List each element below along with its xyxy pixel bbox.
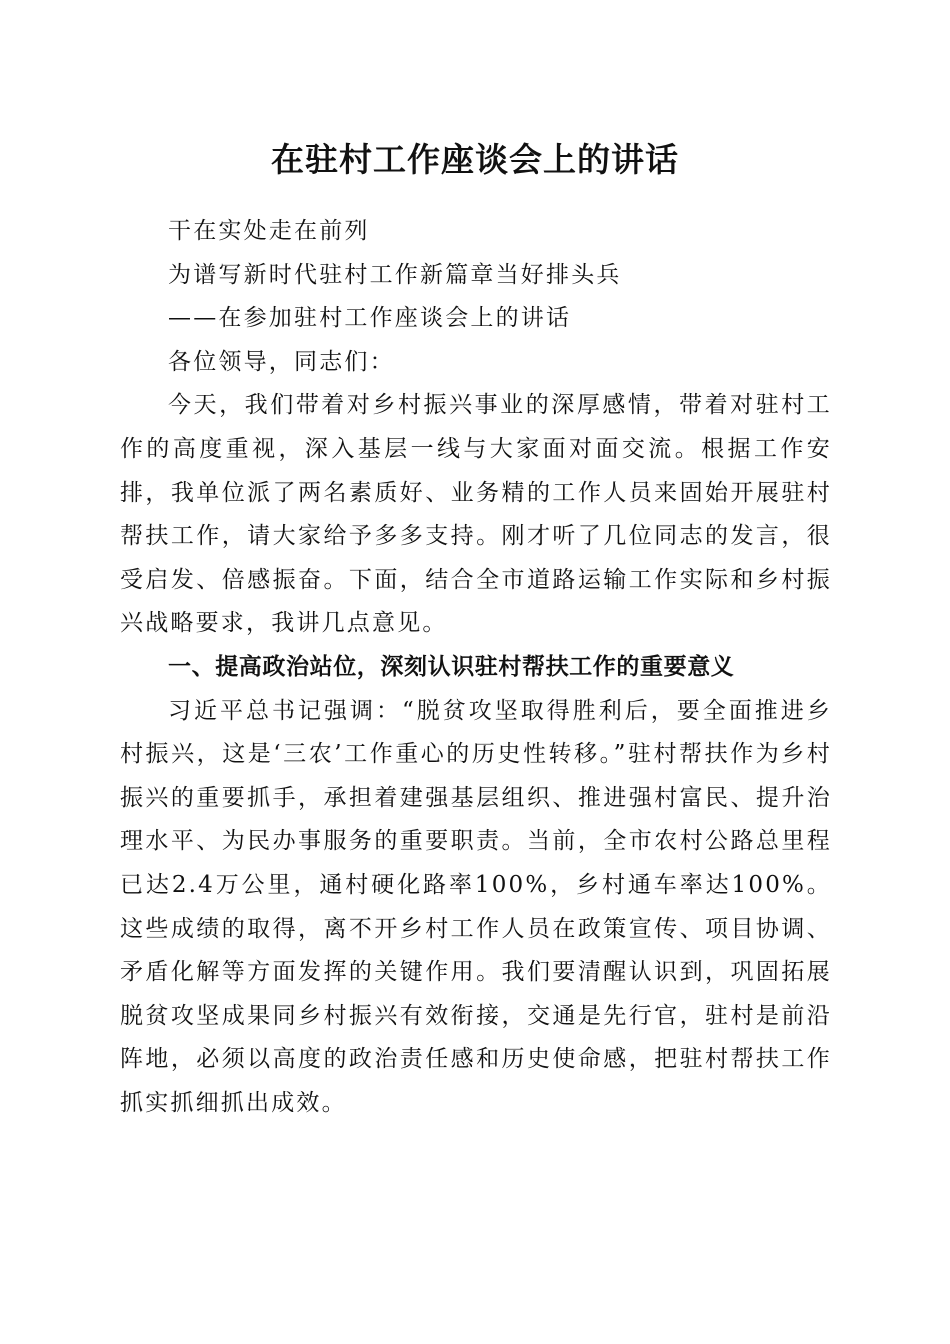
subtitle-line-2: 为谱写新时代驻村工作新篇章当好排头兵 [168, 261, 622, 288]
intro-paragraph: 今天，我们带着对乡村振兴事业的深厚感情，带着对驻村工作的高度重视，深入基层一线与大家面对面交流。根据工作安排，我单位派了两名素质好、业务精的工作人员来固始开展驻村帮扶工作，请大家给予多多支持。刚才听了几位同志的发言，很受启发、倍感振奋。下面，结合全市道路运输工作实际和乡村振兴战略要求，我讲几点意见。 [120, 392, 832, 637]
section-heading-1: 一、提高政治站位，深刻认识驻村帮扶工作的重要意义 [168, 653, 735, 680]
subtitle-line-3: ——在参加驻村工作座谈会上的讲话 [168, 305, 572, 332]
subtitle-line-1: 干在实处走在前列 [168, 218, 370, 244]
document-body [120, 210, 832, 1125]
section-1-paragraph: 习近平总书记强调：“脱贫攻坚取得胜利后，要全面推进乡村振兴，这是‘三农’工作重心的历史性转移。”驻村帮扶作为乡村振兴的重要抓手，承担着建强基层组织、推进强村富民、提升治理水平、为民办事服务的重要职责。当前，全市农村公路总里程已达2.4万公里，通村硬化路率100%，乡村通车率达100%。这些成绩的取得，离不开乡村工作人员在政策宣传、项目协调、矛盾化解等方面发挥的关键作用。我们要清醒认识到，巩固拓展脱贫攻坚成果同乡村振兴有效衔接，交通是先行官，驻村是前沿阵地，必须以高度的政治责任感和历史使命感，把驻村帮扶工作抓实抓细抓出成效。 [120, 697, 832, 1116]
salutation: 各位领导，同志们： [168, 348, 395, 375]
document-title: 在驻村工作座谈会上的讲话 [271, 140, 679, 179]
